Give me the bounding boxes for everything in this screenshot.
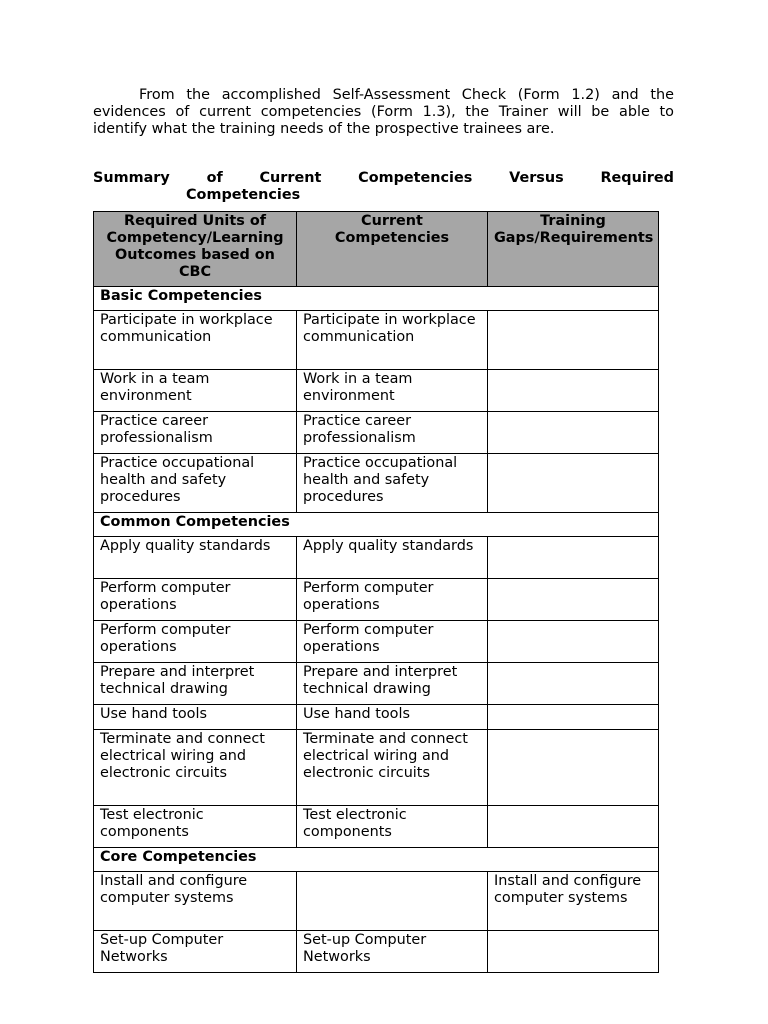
cell-gaps <box>488 579 659 621</box>
cell-current: Perform computer operations <box>297 621 488 663</box>
cell-required: Practice career professionalism <box>94 412 297 454</box>
table-row <box>94 806 659 848</box>
intro-paragraph <box>93 87 674 138</box>
table-header-row <box>94 212 659 287</box>
table-row <box>94 311 659 370</box>
cell-gaps <box>488 705 659 730</box>
competency-table <box>93 211 659 973</box>
header-current-competencies: Current Competencies <box>297 212 488 287</box>
table-row <box>94 621 659 663</box>
table-row <box>94 730 659 806</box>
header-training-gaps: Training Gaps/Requirements <box>488 212 659 287</box>
cell-current: Test electronic components <box>297 806 488 848</box>
cell-required: Use hand tools <box>94 705 297 730</box>
summary-word: Required <box>600 170 674 186</box>
section-title: Basic Competencies <box>94 287 659 311</box>
table-row <box>94 579 659 621</box>
cell-current: Practice career professionalism <box>297 412 488 454</box>
cell-required: Set-up Computer Networks <box>94 931 297 973</box>
cell-gaps <box>488 931 659 973</box>
section-row <box>94 848 659 872</box>
header-required-units: Required Units of Competency/Learning Outcomes based on CBC <box>94 212 297 287</box>
cell-required: Terminate and connect electrical wiring and electronic circuits <box>94 730 297 806</box>
summary-heading-line2: Competencies <box>186 187 301 203</box>
table-body <box>94 287 659 973</box>
cell-current: Work in a team environment <box>297 370 488 412</box>
summary-heading <box>93 170 674 204</box>
table-row <box>94 663 659 705</box>
summary-word: Current <box>259 170 322 186</box>
cell-gaps <box>488 370 659 412</box>
cell-gaps <box>488 806 659 848</box>
table-row <box>94 454 659 513</box>
table-row <box>94 370 659 412</box>
section-title: Common Competencies <box>94 513 659 537</box>
section-title: Core Competencies <box>94 848 659 872</box>
cell-gaps <box>488 412 659 454</box>
summary-word: Competencies <box>358 170 473 186</box>
section-row <box>94 287 659 311</box>
summary-word: Versus <box>509 170 564 186</box>
cell-required: Perform computer operations <box>94 579 297 621</box>
cell-gaps <box>488 454 659 513</box>
cell-gaps <box>488 621 659 663</box>
table-row <box>94 412 659 454</box>
cell-current: Participate in workplace communication <box>297 311 488 370</box>
cell-required: Apply quality standards <box>94 537 297 579</box>
section-row <box>94 513 659 537</box>
cell-current: Set-up Computer Networks <box>297 931 488 973</box>
cell-gaps <box>488 537 659 579</box>
cell-gaps <box>488 730 659 806</box>
cell-required: Participate in workplace communication <box>94 311 297 370</box>
cell-current <box>297 872 488 931</box>
cell-current: Perform computer operations <box>297 579 488 621</box>
cell-gaps: Install and configure computer systems <box>488 872 659 931</box>
cell-required: Work in a team environment <box>94 370 297 412</box>
cell-required: Install and configure computer systems <box>94 872 297 931</box>
cell-required: Prepare and interpret technical drawing <box>94 663 297 705</box>
cell-gaps <box>488 311 659 370</box>
summary-word: of <box>206 170 223 186</box>
cell-required: Practice occupational health and safety procedures <box>94 454 297 513</box>
cell-current: Prepare and interpret technical drawing <box>297 663 488 705</box>
cell-current: Apply quality standards <box>297 537 488 579</box>
cell-current: Use hand tools <box>297 705 488 730</box>
intro-text: From the accomplished Self-Assessment Check (Form 1.2) and the evidences of current competencies (Form 1.3), the Trainer will be able to identify what the training needs of the prospective trainees are. <box>93 87 674 137</box>
cell-current: Terminate and connect electrical wiring and electronic circuits <box>297 730 488 806</box>
summary-word: Summary <box>93 170 170 186</box>
table-row <box>94 872 659 931</box>
cell-current: Practice occupational health and safety procedures <box>297 454 488 513</box>
table-row <box>94 931 659 973</box>
cell-required: Perform computer operations <box>94 621 297 663</box>
table-row <box>94 705 659 730</box>
cell-required: Test electronic components <box>94 806 297 848</box>
table-row <box>94 537 659 579</box>
cell-gaps <box>488 663 659 705</box>
